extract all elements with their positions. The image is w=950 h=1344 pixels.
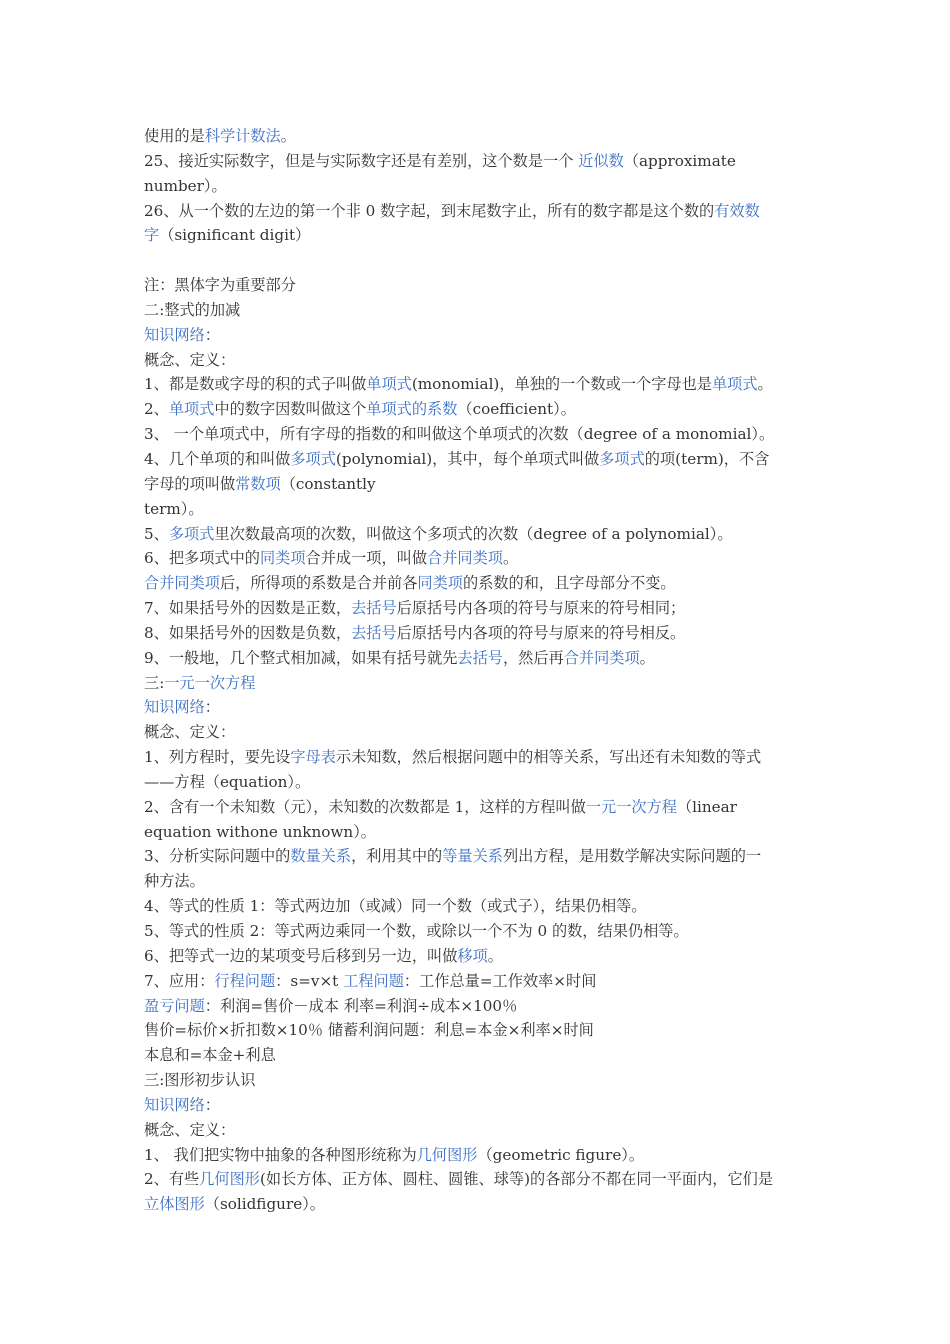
text-segment: number）。 — [144, 176, 227, 195]
text-segment: 1、 我们把实物中抽象的各种图形统称为 — [144, 1145, 417, 1164]
text-line — [144, 1143, 808, 1168]
text-segment: 种方法。 — [144, 872, 205, 891]
text-line — [144, 720, 808, 745]
text-segment: 里次数最高项的次数，叫做这个多项式的次数（degree of a polynomial）。 — [214, 524, 733, 543]
text-line — [144, 397, 808, 422]
highlighted-term: 行程问题 — [214, 971, 276, 990]
text-line — [144, 522, 808, 547]
highlighted-term: 数量关系 — [290, 847, 352, 866]
text-line — [144, 919, 808, 944]
text-segment: （linear — [676, 797, 737, 816]
text-line — [144, 124, 808, 149]
text-segment: ：利润=售价－成本 利率=利润÷成本×100％ — [204, 996, 518, 1015]
text-segment: 2、含有一个未知数（元），未知数的次数都是 1，这样的方程叫做 — [144, 797, 586, 816]
highlighted-term: 合并同类项 — [563, 648, 640, 667]
highlighted-term: 移项 — [457, 946, 488, 965]
text-segment: 使用的是 — [144, 127, 205, 145]
highlighted-term: 字 — [144, 226, 160, 245]
highlighted-term: 知识网络 — [144, 698, 205, 717]
text-line — [144, 745, 808, 770]
highlighted-term: 单项式 — [711, 375, 758, 394]
text-segment: ： — [204, 1095, 220, 1114]
highlighted-term: 去括号 — [351, 623, 397, 642]
highlighted-term: 合并同类项 — [427, 549, 503, 568]
highlighted-term: 一元一次方程 — [164, 673, 256, 692]
text-segment: ——方程（equation）。 — [144, 772, 311, 791]
text-line — [144, 1118, 808, 1143]
text-segment: 示未知数，然后根据问题中的相等关系，写出还有未知数的等式 — [335, 748, 762, 767]
text-segment: (polynomial)，其中，每个单项式叫做 — [335, 449, 600, 468]
text-segment: term）。 — [144, 499, 204, 518]
highlighted-term: 知识网络 — [144, 325, 205, 344]
text-line — [144, 944, 808, 969]
highlighted-term: 等量关系 — [442, 847, 503, 866]
text-line — [144, 621, 808, 646]
highlighted-term: 几何图形 — [199, 1170, 260, 1189]
highlighted-term: 单项式 — [168, 400, 215, 419]
text-segment: 6、把多项式中的 — [144, 549, 260, 568]
blank-line — [144, 248, 808, 273]
highlighted-term: 多项式 — [290, 449, 336, 468]
highlighted-term: 同类项 — [259, 549, 306, 568]
text-line — [144, 571, 808, 596]
text-line — [144, 795, 808, 820]
text-segment: 后原括号内各项的符号与原来的符号相同； — [396, 599, 686, 618]
text-line — [144, 422, 808, 447]
text-segment: 的项(term)，不含 — [644, 449, 770, 468]
text-segment: 25、接近实际数字，但是与实际数字还是有差别，这个数是一个 — [144, 151, 579, 170]
text-segment: 字母的项叫做 — [144, 474, 236, 493]
text-line — [144, 894, 808, 919]
text-segment: ： — [204, 698, 220, 717]
highlighted-term: 知识网络 — [144, 1095, 205, 1114]
text-line — [144, 348, 808, 373]
text-line — [144, 820, 808, 845]
highlighted-term: 盈亏问题 — [144, 996, 205, 1015]
text-segment: 26、从一个数的左边的第一个非 0 数字起，到末尾数字止，所有的数字都是这个数的 — [144, 201, 715, 220]
document-page — [144, 124, 808, 1217]
highlighted-term: 近似数 — [578, 151, 624, 170]
text-line — [144, 1068, 808, 1093]
text-segment: ：s=v×t — [275, 971, 344, 990]
text-segment: 5、 — [144, 524, 169, 543]
text-segment: 9、一般地，几个整式相加减，如果有括号就先 — [144, 648, 458, 667]
text-line — [144, 273, 808, 298]
text-segment: ： — [204, 325, 220, 344]
text-line — [144, 1093, 808, 1118]
text-segment: 中的数字因数叫做这个 — [214, 400, 367, 419]
text-segment: (如长方体、正方体、圆柱、圆锥、球等)的各部分不都在同一平面内，它们是 — [259, 1170, 774, 1189]
text-line — [144, 1167, 808, 1192]
text-segment: 7、应用： — [144, 971, 215, 990]
text-segment: 本息和=本金+利息 — [144, 1046, 276, 1065]
text-segment: 三: — [144, 673, 165, 692]
highlighted-term: 去括号 — [351, 599, 397, 618]
text-line — [144, 1192, 808, 1217]
text-line — [144, 770, 808, 795]
text-segment: 概念、定义： — [144, 723, 236, 742]
text-segment: 7、如果括号外的因数是正数， — [144, 599, 352, 618]
text-segment: 后原括号内各项的符号与原来的符号相反。 — [396, 623, 686, 642]
highlighted-term: 常数项 — [235, 474, 281, 493]
text-line — [144, 447, 808, 472]
text-segment: （geometric figure）。 — [477, 1145, 645, 1164]
highlighted-term: 工程问题 — [343, 971, 404, 990]
text-line — [144, 323, 808, 348]
text-segment: （solidfigure）。 — [204, 1195, 325, 1214]
text-line — [144, 646, 808, 671]
text-segment: (monomial)，单独的一个数或一个字母也是 — [411, 375, 712, 394]
text-segment: 4、几个单项的和叫做 — [144, 449, 291, 468]
text-line — [144, 869, 808, 894]
text-segment: 。 — [280, 127, 296, 145]
text-line — [144, 671, 808, 696]
text-line — [144, 149, 808, 174]
highlighted-term: 科学计数法 — [204, 127, 281, 145]
text-segment: ，利用其中的 — [351, 847, 443, 866]
highlighted-term: 单项式 — [366, 375, 412, 394]
text-segment: 的系数的和，且字母部分不变。 — [462, 574, 676, 593]
text-segment: 5、等式的性质 2：等式两边乘同一个数，或除以一个不为 0 的数，结果仍相等。 — [144, 922, 689, 940]
text-segment: 2、有些 — [144, 1170, 200, 1189]
text-segment: ，然后再 — [502, 648, 564, 667]
text-segment: equation withone unknown）。 — [144, 822, 376, 841]
text-segment: （approximate — [623, 151, 736, 170]
text-segment: 。 — [487, 946, 503, 965]
text-line — [144, 546, 808, 571]
text-segment: 。 — [502, 549, 519, 568]
text-line — [144, 472, 808, 497]
text-line — [144, 199, 808, 224]
text-segment: 1、都是数或字母的积的式子叫做 — [144, 375, 367, 394]
highlighted-term: 几何图形 — [416, 1145, 478, 1164]
text-segment: 二:整式的加减 — [144, 300, 241, 319]
text-segment: （significant digit） — [159, 226, 311, 245]
text-segment: 。 — [757, 375, 773, 394]
text-segment: （constantly — [280, 474, 376, 493]
text-segment: 列出方程，是用数学解决实际问题的一 — [502, 847, 762, 866]
text-line — [144, 298, 808, 323]
highlighted-term: 合并同类项 — [144, 574, 220, 593]
text-segment: 1、列方程时，要先设 — [144, 748, 291, 767]
highlighted-term: 字母表 — [290, 748, 336, 767]
text-segment: 。 — [639, 648, 655, 667]
text-line — [144, 1018, 808, 1043]
text-segment: 4、等式的性质 1：等式两边加（或减）同一个数（或式子），结果仍相等。 — [144, 897, 647, 916]
text-line — [144, 994, 808, 1019]
text-line — [144, 372, 808, 397]
highlighted-term: 立体图形 — [144, 1195, 205, 1214]
highlighted-term: 有效数 — [714, 201, 760, 220]
highlighted-term: 单项式的系数 — [366, 400, 458, 419]
text-line — [144, 174, 808, 199]
highlighted-term: 同类项 — [417, 574, 463, 593]
text-line — [144, 844, 808, 869]
text-segment: ：工作总量=工作效率×时间 — [403, 971, 597, 990]
text-line — [144, 969, 808, 994]
text-segment: 3、分析实际问题中的 — [144, 847, 291, 866]
text-segment: 售价=标价×折扣数×10％ 储蓄利润问题：利息=本金×利率×时间 — [144, 1021, 594, 1040]
text-line — [144, 223, 808, 248]
text-line — [144, 695, 808, 720]
highlighted-term: 多项式 — [168, 524, 215, 543]
text-segment: 后，所得项的系数是合并前各 — [219, 574, 418, 593]
text-line — [144, 497, 808, 522]
text-segment: 合并成一项，叫做 — [305, 549, 428, 568]
highlighted-term: 多项式 — [599, 449, 645, 468]
text-segment: （coefficient）。 — [457, 400, 576, 419]
text-segment: 概念、定义： — [144, 1120, 236, 1139]
highlighted-term: 一元一次方程 — [585, 797, 677, 816]
text-segment: 注：黑体字为重要部分 — [144, 276, 296, 295]
text-segment: 三:图形初步认识 — [144, 1071, 256, 1090]
text-segment: 8、如果括号外的因数是负数， — [144, 623, 352, 642]
text-line — [144, 596, 808, 621]
text-line — [144, 1043, 808, 1068]
text-segment: 概念、定义： — [144, 350, 236, 369]
text-segment: 3、 一个单项式中，所有字母的指数的和叫做这个单项式的次数（degree of a monomial）。 — [144, 425, 775, 444]
text-segment: 6、把等式一边的某项变号后移到另一边，叫做 — [144, 946, 458, 965]
highlighted-term: 去括号 — [457, 648, 503, 667]
text-segment: 2、 — [144, 400, 169, 419]
